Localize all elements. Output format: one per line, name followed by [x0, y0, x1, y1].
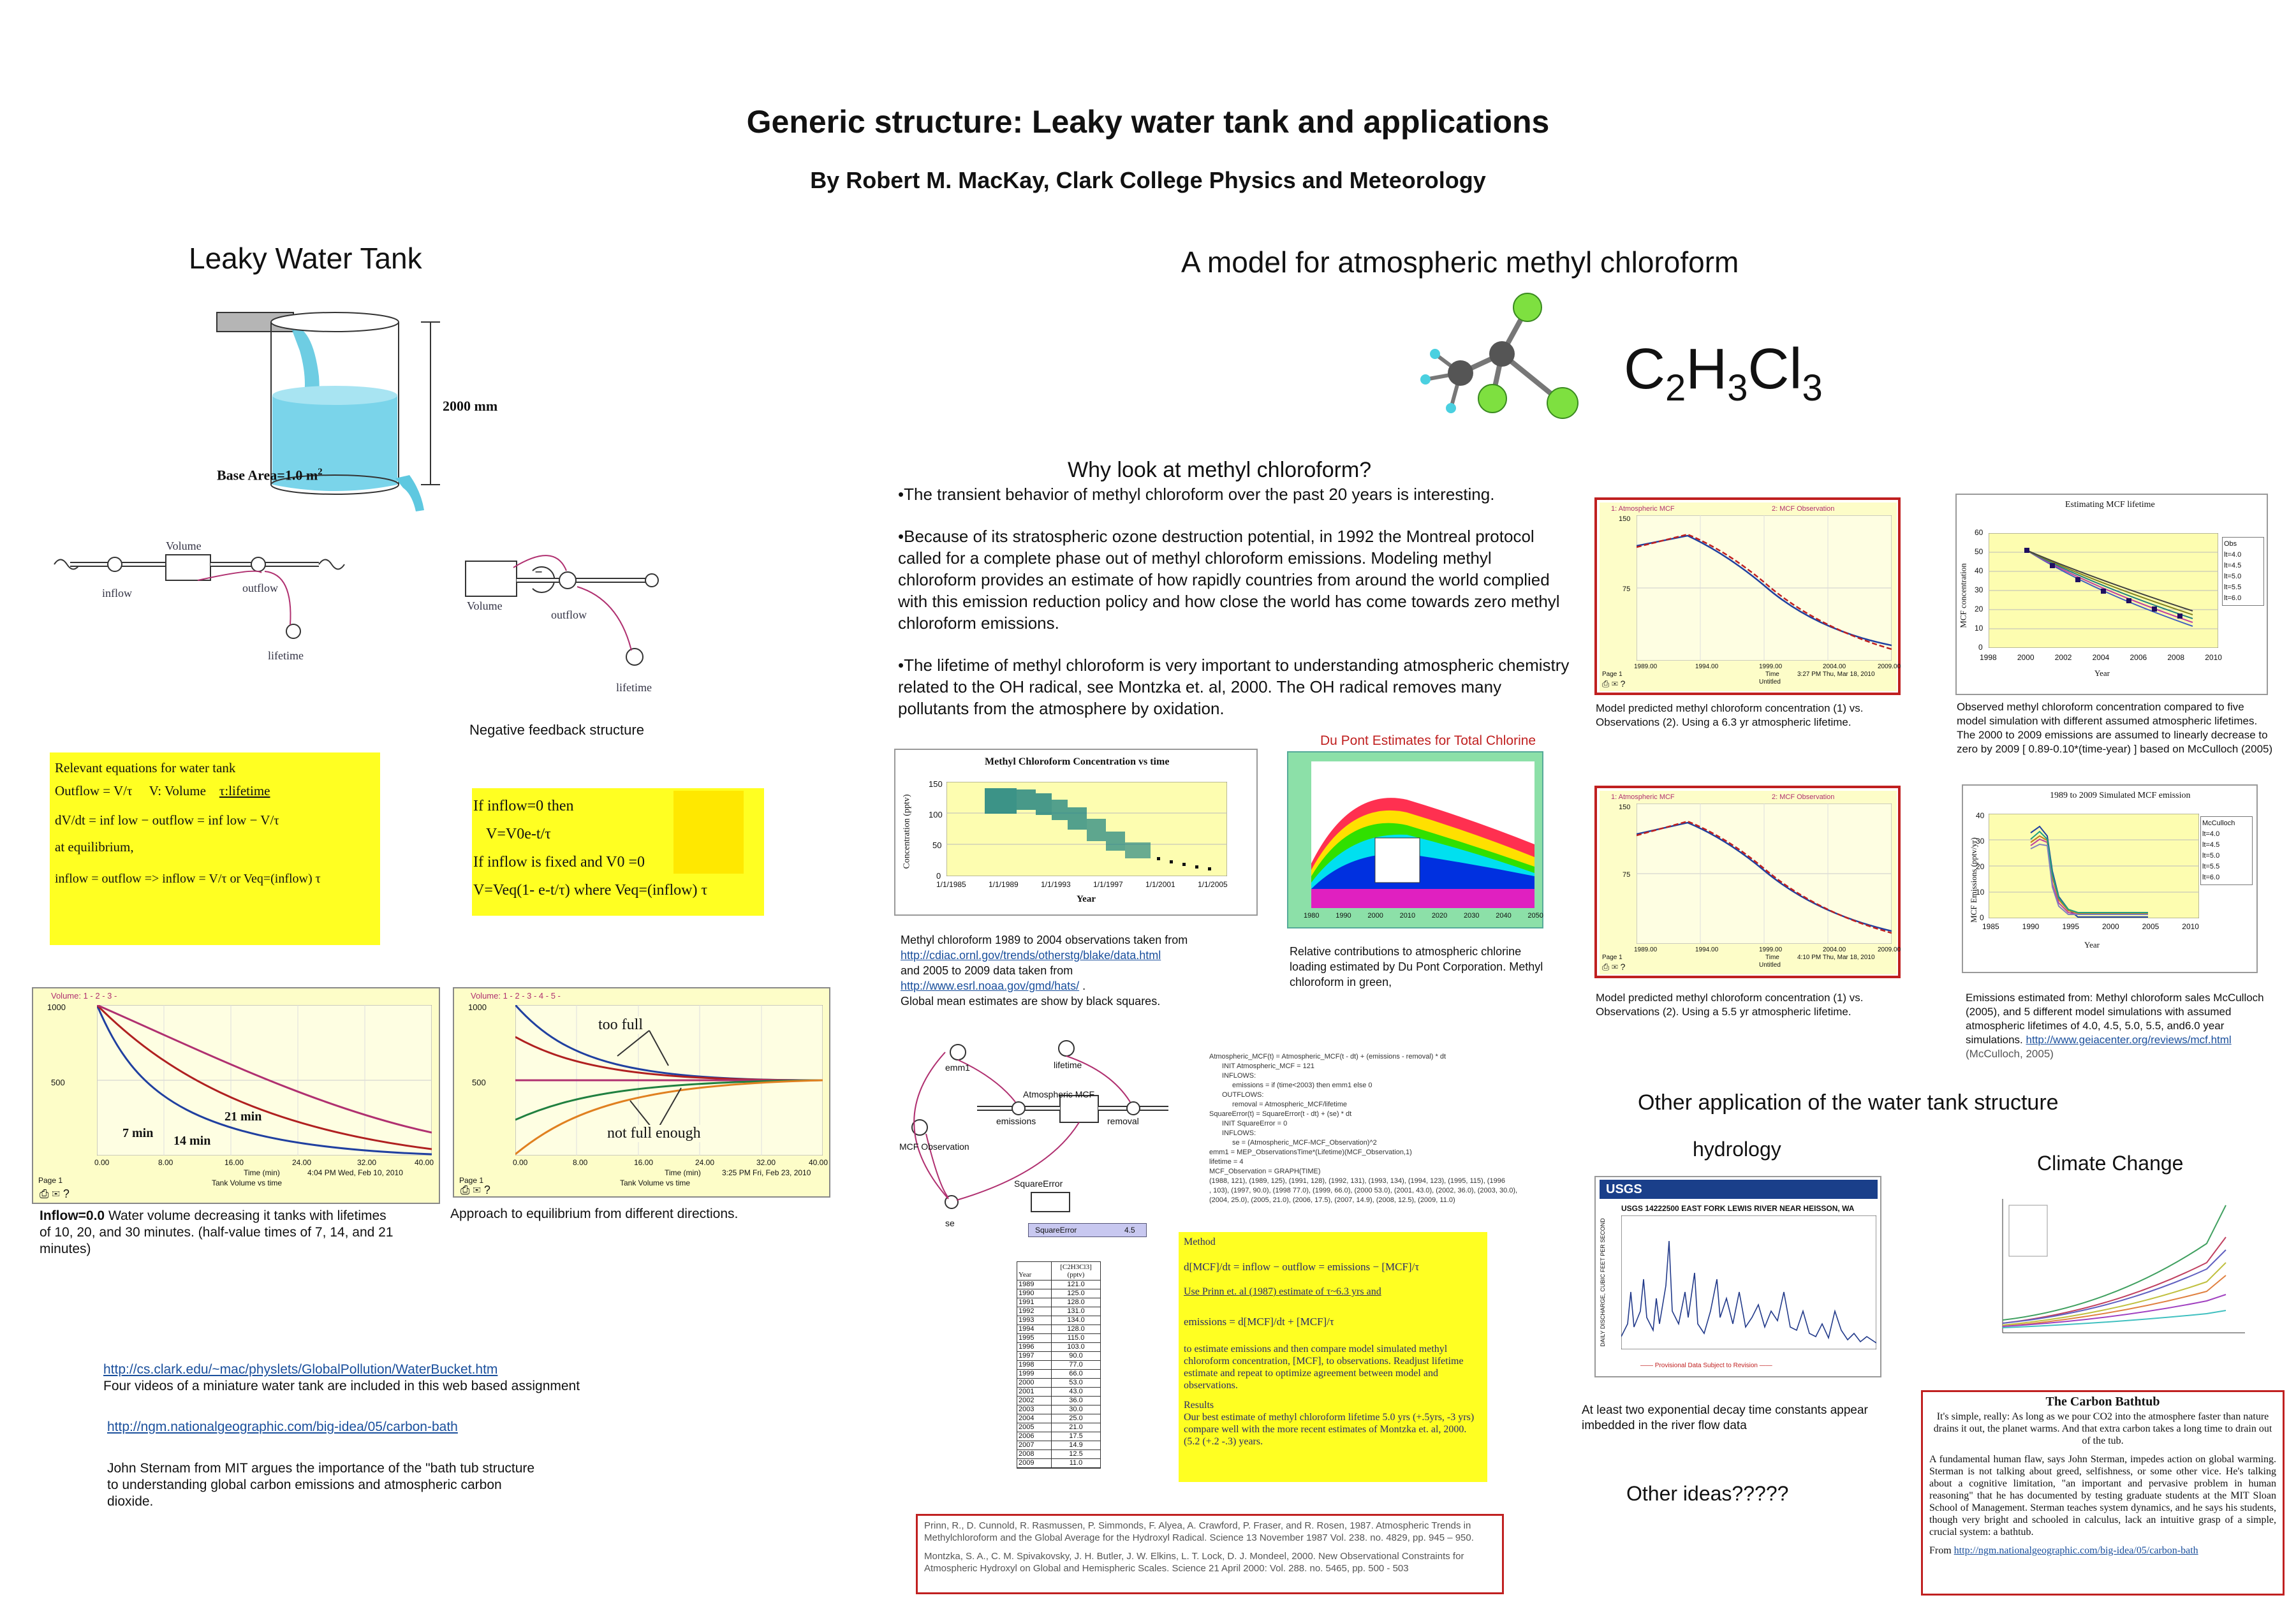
tank-solution-box: If inflow=0 then V=V0e-t/τ If inflow is fixed and V0 =0 V=Veq(1- e-t/τ) where Veq=(inflow) τ: [472, 788, 764, 916]
table-cell-year: 2006: [1017, 1432, 1052, 1441]
why-heading: Why look at methyl chloroform?: [1068, 458, 1372, 482]
equilibrium-graph: Volume: 1 - 2 - 3 - 4 - 5 - 1000 500 too full not full enough 0.00 8.00 16.00 24.00 32.00 40.00 Time (min) 3:25 PM Fri, Feb 23, 2010 Page 1 Tank Volume vs time ⎙ ✉ ?: [453, 987, 830, 1198]
table-row: [1017, 1280, 1100, 1289]
table-cell-year: 1999: [1017, 1370, 1052, 1378]
table-row: [1017, 1370, 1100, 1379]
method-box: Method d[MCF]/dt = inflow − outflow = emissions − [MCF]/τ Use Prinn et. al (1987) estimate of τ~6.3 yrs and emissions = d[MCF]/dt + [MCF]/τ to estimate emissions and then compare model simulated methyl chloroform concentration, [MCF], to observations. Readjust lifetime estimate and repeat to optimize agreement between model and observations. Results Our best estimate of methyl chloroform lifetime 5.0 yrs (+.5yrs, -3 yrs) compare well with the more recent estimates of Montzka et. al, 2000. (5.2 (+.2 -.3) years.: [1179, 1232, 1487, 1482]
hydrology-heading: hydrology: [1693, 1138, 1781, 1161]
stock-flow-diagram: [45, 536, 389, 670]
table-cell-value: 14.9: [1069, 1441, 1083, 1449]
mcf-observation: MCF Observation: [899, 1141, 969, 1152]
leaky-tank-heading: Leaky Water Tank: [189, 242, 422, 275]
table-row: [1017, 1423, 1100, 1432]
table-cell-value: 36.0: [1069, 1397, 1083, 1404]
lifetime-chart-caption: Observed methyl chloroform concentration compared to five model simulation with different assumed atmospheric lifetimes. The 2000 to 2009 emissions are assumed to linearly decrease to zero by 2009 [ 0.89-0.10*(time-year) ] based on McCulloch (2005): [1957, 701, 2273, 755]
table-cell-value: 25.0: [1069, 1414, 1083, 1422]
table-row: [1017, 1450, 1100, 1459]
table-cell-value: 30.0: [1069, 1405, 1083, 1413]
table-cell-value: 125.0: [1067, 1289, 1085, 1297]
dupont-title: Du Pont Estimates for Total Chlorine: [1320, 733, 1536, 748]
table-cell-year: 1995: [1017, 1334, 1052, 1342]
table-cell-value: 128.0: [1067, 1325, 1085, 1333]
tank-equations-box: [50, 752, 380, 945]
table-cell-year: 1998: [1017, 1361, 1052, 1369]
hydrology-chart: USGS USGS 14222500 EAST FORK LEWIS RIVER NEAR HEISSON, WA DAILY DISCHARGE, CUBIC FEET PER SECOND —— Provisional Data Subject to Revision ——: [1594, 1176, 1881, 1377]
carbon-bathtub-box: The Carbon Bathtub It's simple, really: As long as we pour CO2 into the atmosphere faster than nature drains it out, the planet warms. And that extra carbon takes a long time to drain out of the tub. A fundamental human flaw, says John Sterman, impedes action on global warming. Sterman is not talking about greed, selfishness, or some other vice. He's talking about a cognitive limitation, "an important and pervasive problem in human reasoning" that he has documented by testing graduate students at the MIT Sloan School of Management. Sterman teaches system dynamics, and he says his students, though very bright and schooled in calculus, lack an intuitive grasp of a simple, crucial system: a bathtub. From http://ngm.nationalgeographic.com/big-idea/05/carbon-bath: [1921, 1390, 2285, 1596]
table-row: [1017, 1388, 1100, 1397]
table-row: [1017, 1289, 1100, 1298]
table-row: [1017, 1343, 1100, 1352]
carbon-bath-description: John Sternam from MIT argues the importance of the "bath tub structure to understanding global carbon emissions and atmospheric carbon dioxide.: [107, 1461, 535, 1509]
model-equations: Atmospheric_MCF(t) = Atmospheric_MCF(t - dt) + (emissions - removal) * dt INIT Atmospheric_MCF = 121 INFLOWS: emissions = if (time<2003) then emm1 else 0 OUTFLOWS: removal = Atmospheric_MCF/lifetime SquareError(t) = SquareError(t - dt) + (se) * dt INIT SquareError = 0 INFLOWS: se = (Atmospheric_MCF-MCF_Observation)^2 emm1 = MEP_ObservationsTime*(Lifetime)(MCF_Observation,1) lifetime = 4 MCF_Observation = GRAPH(TIME) (1988, 121), (1989, 125), (1991, 128), (1992, 131), (1993, 134), (1994, 123), (1995, 115), (1996 , 103), (1997, 90.0), (1998 77.0), (1999, 66.0), (2000 53.0), (2001, 43.0), (2002, 36.0), (2003, 30.0), (2004, 25.0), (2005, 21.0), (2006, 17.5), (2007, 14.9), (2008, 12.5), (2009, 11.0): [1209, 1053, 1518, 1204]
table-cell-year: 1990: [1017, 1289, 1052, 1298]
poster-byline: By Robert M. MacKay, Clark College Physics and Meteorology: [810, 167, 1486, 193]
flow2-outflow: outflow: [551, 608, 587, 621]
eq-inflow: inflow = outflow => inflow = V/τ or Veq=(inflow) τ: [55, 872, 321, 886]
dupont-caption: Relative contributions to atmospheric chlorine loading estimated by Du Pont Corporation. Methyl chloroform in green,: [1290, 945, 1543, 988]
table-cell-value: 53.0: [1069, 1379, 1083, 1386]
table-cell-value: 21.0: [1069, 1423, 1083, 1431]
emission-chart: 1989 to 2009 Simulated MCF emission MCF Emissions (pptv/yr) 40 30 20 10 0 McCulloch lt=4.0 lt=4.5 lt=5.0 lt=5.5 lt=6.0 1985 1990 1995 2000 2005 2010 Year: [1962, 784, 2258, 973]
print-icon[interactable]: ⎙ ✉ ?: [460, 1184, 490, 1196]
tank-base-label: Base Area=1.0 $m^2$: [217, 467, 323, 483]
table-cell-year: 2000: [1017, 1379, 1052, 1387]
mcf-removal: removal: [1107, 1116, 1139, 1126]
table-cell-value: 17.5: [1069, 1432, 1083, 1440]
table-row: [1017, 1441, 1100, 1450]
water-bucket-link[interactable]: http://cs.clark.edu/~mac/physlets/GlobalPollution/WaterBucket.htm: [103, 1362, 498, 1377]
table-cell-year: 2004: [1017, 1414, 1052, 1423]
hydrology-caption: At least two exponential decay time constants appear imbedded in the river flow data: [1582, 1404, 1868, 1432]
water-bucket-description: Four videos of a miniature water tank are included in this web based assignment: [103, 1379, 580, 1393]
table-cell-value: 12.5: [1069, 1450, 1083, 1458]
tank-height-label: 2000 mm: [443, 398, 498, 414]
model-graph-5p5: 1: Atmospheric MCF 2: MCF Observation 150 75 1989.00 1994.00 1999.00 2004.00 2009.00 Time 4:10 PM Thu, Mar 18, 2010 Untitled Page 1 ⎙ ✉ ?: [1594, 786, 1901, 978]
table-cell-year: 1997: [1017, 1352, 1052, 1360]
why-text: •The transient behavior of methyl chloroform over the past 20 years is interesting. •Because of its stratospheric ozone destruction potential, in 1992 the Montreal protocol called for a complete phase out of methyl chloroform emissions. Modeling methyl chloroform provides an estimate of how rapidly countries from around the world complied with this emission reduction policy and how close the world has come towards zero methyl chloroform emissions. •The lifetime of methyl chloroform is very important to understanding atmospheric chemistry related to the OH radical, see Montzka et. al, 2000. The OH radical removes many pollutants from the atmosphere by oxidation.: [898, 485, 1570, 718]
eq-title: Relevant equations for water tank: [55, 760, 236, 775]
mcf-model-diagram: [901, 1033, 1188, 1237]
references-box: Prinn, R., D. Cunnold, R. Rasmussen, P. Simmonds, F. Alyea, A. Crawford, P. Fraser, and R. Rosen, 1987. Atmospheric Trends in Methylchloroform and the Global Average for the Hydroxyl Radical. Science 13 November 1987 Vol. 238. no. 4829, pp. 945 – 950. Montzka, S. A., C. M. Spivakovsky, J. H. Butler, J. W. Elkins, L. T. Lock, D. J. Mondeel, 2000. New Observational Constraints for Atmospheric Hydroxyl on Global and Hemispheric Scales. Science 21 April 2000: Vol. 288. no. 5465, pp. 500 - 503: [916, 1514, 1504, 1594]
table-cell-year: 2008: [1017, 1450, 1052, 1458]
flow1-lifetime: lifetime: [268, 649, 304, 662]
model-graph-5p5-caption: Model predicted methyl chloroform concentration (1) vs. Observations (2). Using a 5.5 yr atmospheric lifetime.: [1596, 992, 1864, 1018]
table-cell-year: 2007: [1017, 1441, 1052, 1449]
table-row: [1017, 1325, 1100, 1334]
eq-outflow: Outflow = V/τ: [55, 783, 133, 798]
flow1-inflow: inflow: [102, 587, 132, 599]
table-cell-value: 43.0: [1069, 1388, 1083, 1395]
table-row: [1017, 1379, 1100, 1388]
equilibrium-graph-caption: Approach to equilibrium from different directions.: [450, 1207, 739, 1221]
table-row: [1017, 1307, 1100, 1316]
table-cell-year: 2005: [1017, 1423, 1052, 1432]
poster-title: Generic structure: Leaky water tank and applications: [746, 104, 1550, 140]
model-graph-6p3-caption: Model predicted methyl chloroform concentration (1) vs. Observations (2). Using a 6.3 yr atmospheric lifetime.: [1596, 702, 1864, 728]
table-cell-year: 1994: [1017, 1325, 1052, 1333]
eq-equilibrium: at equilibrium,: [55, 839, 134, 855]
table-cell-year: 1996: [1017, 1343, 1052, 1351]
print-icon[interactable]: ⎙ ✉ ?: [40, 1187, 70, 1200]
table-row: [1017, 1432, 1100, 1441]
molecule-icon: [1409, 287, 1594, 434]
esrl-link[interactable]: http://www.esrl.noaa.gov/gmd/hats/: [901, 980, 1080, 992]
table-cell-value: 121.0: [1067, 1280, 1085, 1288]
table-cell-value: 128.0: [1067, 1298, 1085, 1306]
flow2-volume: Volume: [467, 599, 503, 612]
model-graph-6p3: 1: Atmospheric MCF 2: MCF Observation 150 75 1989.00 1994.00 1999.00 2004.00 2009.00 Time 3:27 PM Thu, Mar 18, 2010 Untitled Page 1 ⎙ ✉ ?: [1594, 497, 1901, 695]
table-cell-value: 131.0: [1067, 1307, 1085, 1315]
decay-graph-caption: Inflow=0.0 Water volume decreasing it tanks with lifetimes of 10, 20, and 30 minutes. (half-value times of 7, 14, and 21 minutes): [40, 1208, 394, 1256]
table-cell-year: 2003: [1017, 1405, 1052, 1414]
mcf-lifetime: lifetime: [1054, 1060, 1082, 1070]
decay-graph: Volume: 1 - 2 - 3 - 1000 500 7 min 14 min 21 min 0.00 8.00 16.00 24.00 32.00 40.00 Time (min) 4:04 PM Wed, Feb 10, 2010 Page 1 Tank Volume vs time ⎙ ✉ ?: [32, 987, 440, 1204]
lifetime-chart: Estimating MCF lifetime MCF concentration 60 50 40 30 20 10 0 Obs lt=4.0 lt=4.5 lt=5.0 lt=5.5 lt=6.0 1998 2000 2002 2004 2006 2008 2010 Year: [1955, 494, 2268, 695]
table-row: [1017, 1414, 1100, 1423]
eq-tau: τ:lifetime: [219, 783, 270, 798]
emission-chart-caption: Emissions estimated from: Methyl chloroform sales McCulloch (2005), and 5 different model simulations with assumed atmospheric lifetimes of 4.0, 4.5, 5.0, 5.5, and6.0 year simulations. http://www.geiacenter.org/reviews/mcf.html (McCulloch, 2005): [1966, 992, 2264, 1060]
table-cell-value: 134.0: [1067, 1316, 1085, 1324]
climate-change-chart: [1983, 1192, 2251, 1358]
table-cell-value: 90.0: [1069, 1352, 1083, 1360]
mcf-emissions: emissions: [996, 1116, 1036, 1126]
concentration-caption: Methyl chloroform 1989 to 2004 observations taken from http://cdiac.ornl.gov/trends/otherstg/blake/data.html and 2005 to 2009 data taken from http://www.esrl.noaa.gov/gmd/hats/ . Global mean estimates are show by black squares.: [901, 934, 1188, 1008]
table-row: [1017, 1352, 1100, 1361]
table-row: [1017, 1361, 1100, 1370]
square-error-readout: SquareError 4.5: [1028, 1223, 1147, 1237]
chemical-formula: $C_2H_3Cl_3$: [1624, 337, 1823, 409]
table-row: [1017, 1334, 1100, 1343]
flow2-lifetime: lifetime: [616, 681, 652, 694]
table-cell-year: 2001: [1017, 1388, 1052, 1396]
negative-feedback-caption: Negative feedback structure: [469, 722, 644, 738]
dupont-chart: 1980 1990 2000 2010 2020 2030 2040 2050: [1287, 751, 1543, 928]
print-icon[interactable]: ⎙ ✉ ?: [1602, 962, 1626, 972]
mcf-emm1: emm1: [945, 1062, 970, 1073]
carbon-bath-link[interactable]: http://ngm.nationalgeographic.com/big-idea/05/carbon-bath: [107, 1420, 458, 1434]
flow1-outflow: outflow: [242, 582, 278, 594]
table-cell-value: 11.0: [1069, 1459, 1083, 1467]
observation-table: Year [C2H3Cl3] (pptv) 1989 121.0 1990 125.0 1991 128.0 1992 131.0 1993 134.0 1994 128.0 1995 115.0 1996 103.0 1997 90.0 1998 77.0 1999 66.0 2000 53.0 2001 43.0 2002 36.0 2003 30.0 2004 25.0 2005 21.0 2006 17.5 2007 14.9 2008 12.5 2009 11.0: [1017, 1261, 1101, 1469]
print-icon[interactable]: ⎙ ✉ ?: [1602, 679, 1626, 689]
bathtub-link[interactable]: http://ngm.nationalgeographic.com/big-idea/05/carbon-bath: [1954, 1545, 2198, 1556]
table-cell-value: 66.0: [1069, 1370, 1083, 1377]
table-cell-year: 1993: [1017, 1316, 1052, 1324]
mcf-model-heading: A model for atmospheric methyl chloroform: [1181, 246, 1739, 279]
table-cell-year: 2002: [1017, 1397, 1052, 1405]
climate-change-heading: Climate Change: [2037, 1152, 2184, 1175]
table-row: [1017, 1405, 1100, 1414]
other-ideas: Other ideas?????: [1626, 1482, 1789, 1505]
mcf-stock: Atmospheric MCF: [1023, 1089, 1095, 1099]
eq-volume: V: Volume: [149, 783, 206, 798]
table-cell-value: 115.0: [1067, 1334, 1085, 1342]
mcf-square-error: SquareError: [1014, 1178, 1063, 1189]
table-cell-year: 1991: [1017, 1298, 1052, 1307]
table-cell-value: 77.0: [1069, 1361, 1083, 1369]
mcf-se: se: [945, 1218, 955, 1228]
eq-dvdt: dV/dt = inf low − outflow = inf low − V/τ: [55, 812, 279, 828]
table-row: [1017, 1316, 1100, 1325]
cdiac-link[interactable]: http://cdiac.ornl.gov/trends/otherstg/blake/data.html: [901, 949, 1161, 962]
concentration-chart: Methyl Chloroform Concentration vs time Concentration (pptv) 150 100 50 0 1/1/1985 1/1/1989 1/1/1993 1/1/1997 1/1/2001 1/1/2005 Year: [894, 749, 1258, 916]
negative-feedback-diagram: [453, 542, 721, 695]
table-cell-year: 1992: [1017, 1307, 1052, 1316]
table-cell-value: 103.0: [1067, 1343, 1085, 1351]
geiacenter-link[interactable]: http://www.geiacenter.org/reviews/mcf.html: [2026, 1034, 2232, 1046]
table-cell-year: 2009: [1017, 1459, 1052, 1467]
table-cell-year: 1989: [1017, 1280, 1052, 1289]
svg-text:−: −: [534, 566, 543, 578]
other-applications-heading: Other application of the water tank structure: [1638, 1090, 2059, 1115]
table-row: [1017, 1397, 1100, 1405]
table-row: [1017, 1298, 1100, 1307]
table-row: [1017, 1459, 1100, 1468]
flow1-volume: Volume: [166, 539, 202, 552]
